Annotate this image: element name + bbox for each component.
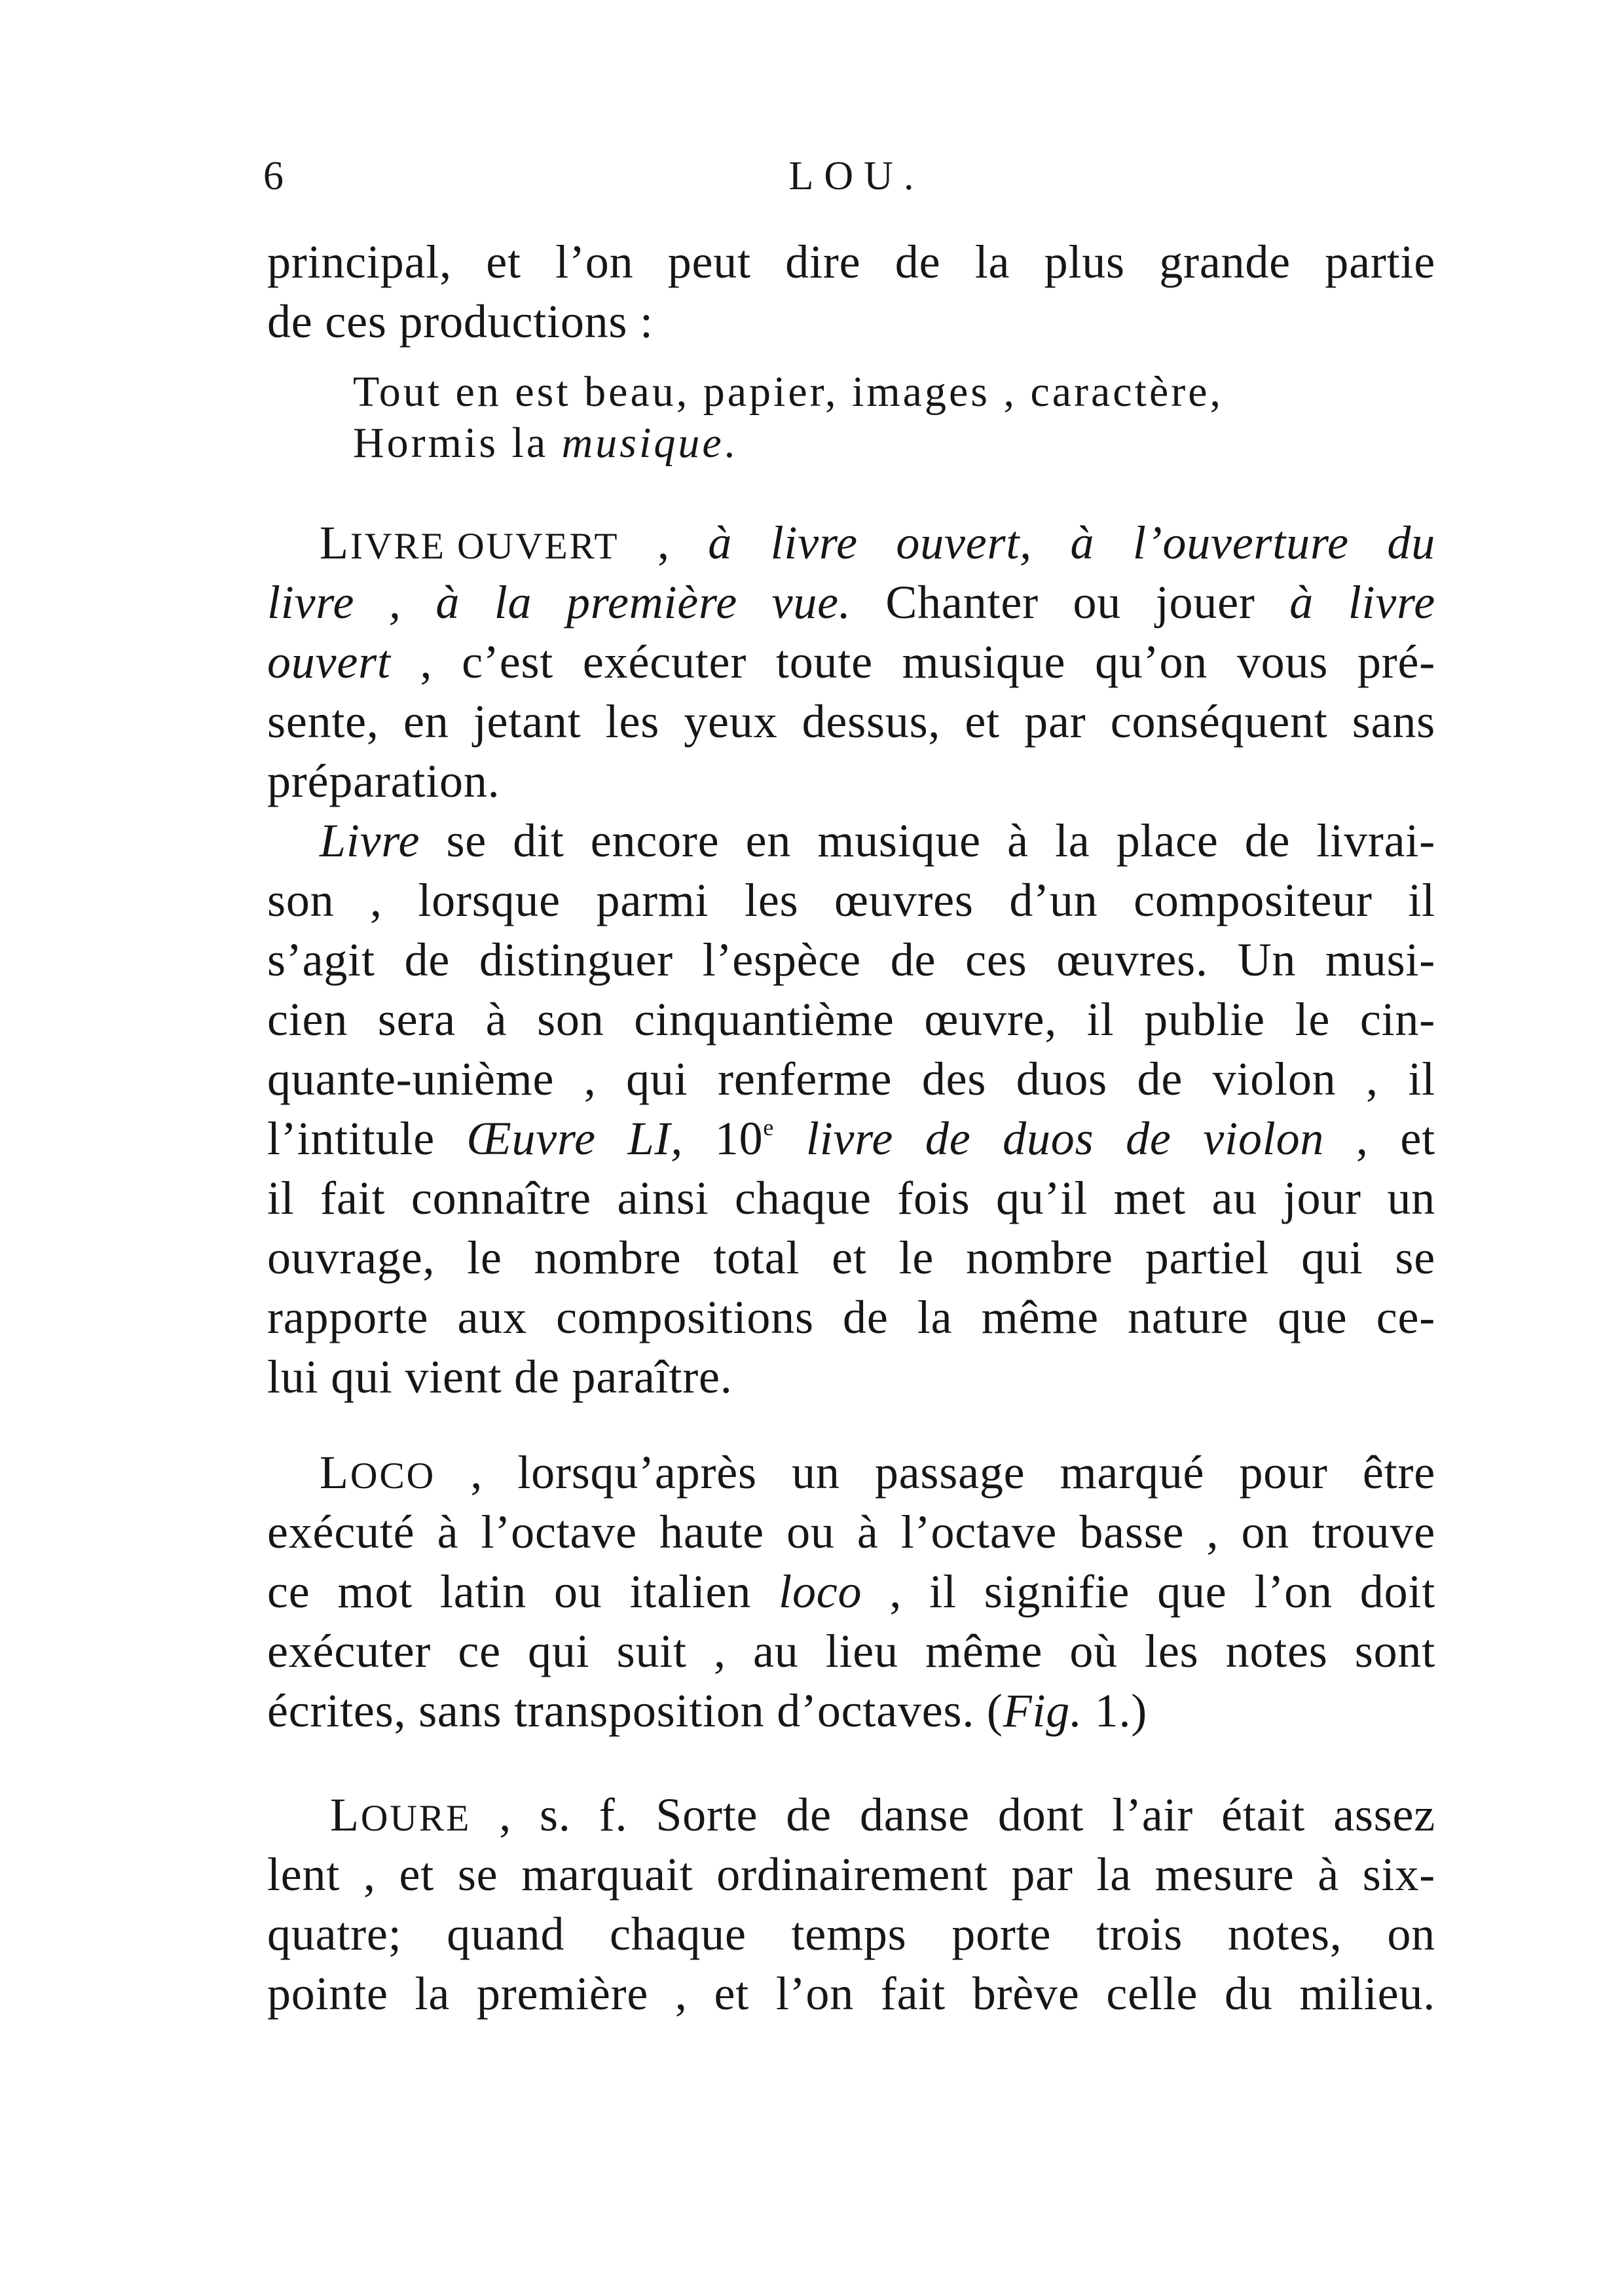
text-line [267, 930, 1435, 990]
text-line [267, 990, 1435, 1049]
text-line [267, 1681, 1435, 1741]
text-run: 1.) [1082, 1685, 1148, 1737]
verse-quotation [267, 367, 1435, 469]
continuation-paragraph [267, 232, 1435, 352]
text-run: . [724, 419, 738, 467]
text-run: pointe la première , et l’on fait brève celle du milieu. [267, 1967, 1435, 2020]
text-line [267, 292, 1435, 352]
text-run: l’intitule [267, 1112, 467, 1165]
text-run: , c’est exécuter toute musique qu’on vous pré- [390, 636, 1435, 688]
text-line [267, 1964, 1435, 2024]
text-line [267, 1622, 1435, 1681]
text-line [267, 1785, 1435, 1845]
text-line [267, 871, 1435, 930]
text-run: écrites, sans transposition d’octaves. ( [267, 1685, 1003, 1737]
italic-run: à livre ouvert, à l’ouverture du [708, 517, 1435, 569]
text-run: principal, et l’on peut dire de la plus grande partie [267, 236, 1435, 288]
text-line [267, 1904, 1435, 1964]
italic-run: loco [779, 1565, 862, 1618]
italic-run: Œuvre LI, [466, 1112, 684, 1165]
verse-line [353, 367, 1435, 418]
text-run: , [619, 517, 709, 569]
text-run: lent , et se marquait ordinairement par la mesure à six- [267, 1848, 1435, 1901]
text-line [267, 692, 1435, 752]
text-run: sente, en jetant les yeux dessus, et par conséquent sans [267, 695, 1435, 748]
dictionary-entry [267, 1443, 1435, 1741]
italic-run: Livre [320, 814, 420, 867]
italic-run: livre , à la première vue. [267, 576, 851, 629]
text-line [267, 1562, 1435, 1622]
text-line [267, 1109, 1435, 1169]
italic-run: livre de duos de violon [805, 1112, 1325, 1165]
text-line [267, 232, 1435, 292]
page-number: 6 [263, 154, 284, 198]
text-run: exécuter ce qui suit , au lieu même où les notes sont [267, 1625, 1435, 1677]
small-caps-run: LIVRE OUVERT [320, 517, 619, 569]
running-head: LOU. [788, 154, 925, 198]
text-run: , lorsqu’après un passage marqué pour être [435, 1446, 1435, 1499]
text-line [267, 811, 1435, 871]
verse-line [353, 418, 1435, 469]
entry-paragraph [267, 811, 1435, 1407]
text-run: exécuté à l’octave haute ou à l’octave basse , on trouve [267, 1506, 1435, 1558]
text-line [267, 1049, 1435, 1109]
text-run: ce mot latin ou italien [267, 1565, 779, 1618]
dictionary-entry [267, 513, 1435, 811]
text-run: , s. f. Sorte de danse dont l’air était assez [471, 1789, 1435, 1841]
text-run: cien sera à son cinquantième œuvre, il publie le cin- [267, 993, 1435, 1046]
superscript-run: e [763, 1114, 775, 1141]
text-run: il fait connaître ainsi chaque fois qu’il met au jour un [267, 1172, 1435, 1224]
text-run: quatre; quand chaque temps porte trois notes, on [267, 1908, 1435, 1960]
text-line [267, 1228, 1435, 1288]
text-line [267, 513, 1435, 573]
text-line [267, 1347, 1435, 1407]
running-header [263, 150, 1450, 202]
text-run: , il signifie que l’on doit [862, 1565, 1435, 1618]
text-run: Tout en est beau, papier, images , caractère, [353, 368, 1224, 416]
dictionary-entry [267, 1785, 1435, 2024]
text-run: rapporte aux compositions de la même nature que ce- [267, 1291, 1435, 1343]
small-caps-run: LOCO [320, 1446, 436, 1499]
small-caps-run: LOURE [330, 1789, 471, 1841]
text-line [267, 1503, 1435, 1562]
text-run: lui qui vient de paraître. [267, 1351, 733, 1403]
italic-run: musique [561, 419, 724, 467]
text-line [267, 1845, 1435, 1904]
text-run: Hormis la [353, 419, 562, 467]
text-line [267, 1169, 1435, 1228]
text-run: se dit encore en musique à la place de livrai- [420, 814, 1435, 867]
text-run: son , lorsque parmi les œuvres d’un compositeur il [267, 874, 1435, 926]
text-run: 10 [683, 1112, 764, 1165]
text-line [267, 1288, 1435, 1347]
text-run: préparation. [267, 755, 500, 807]
text-run: de ces productions : [267, 295, 654, 348]
italic-run: ouvert [267, 636, 391, 688]
text-run: s’agit de distinguer l’espèce de ces œuvres. Un musi- [267, 934, 1435, 986]
text-line [267, 1443, 1435, 1503]
text-run: Chanter ou jouer [851, 576, 1290, 629]
text-line [267, 752, 1435, 811]
text-block [267, 232, 1435, 2024]
italic-run: à livre [1289, 576, 1435, 629]
italic-run: Fig. [1003, 1685, 1082, 1737]
text-line [267, 573, 1435, 632]
text-run: ouvrage, le nombre total et le nombre partiel qui se [267, 1231, 1435, 1284]
text-run: , et [1324, 1112, 1435, 1165]
text-run [774, 1112, 806, 1165]
text-line [267, 632, 1435, 692]
text-run: quante-unième , qui renferme des duos de violon , il [267, 1053, 1435, 1105]
